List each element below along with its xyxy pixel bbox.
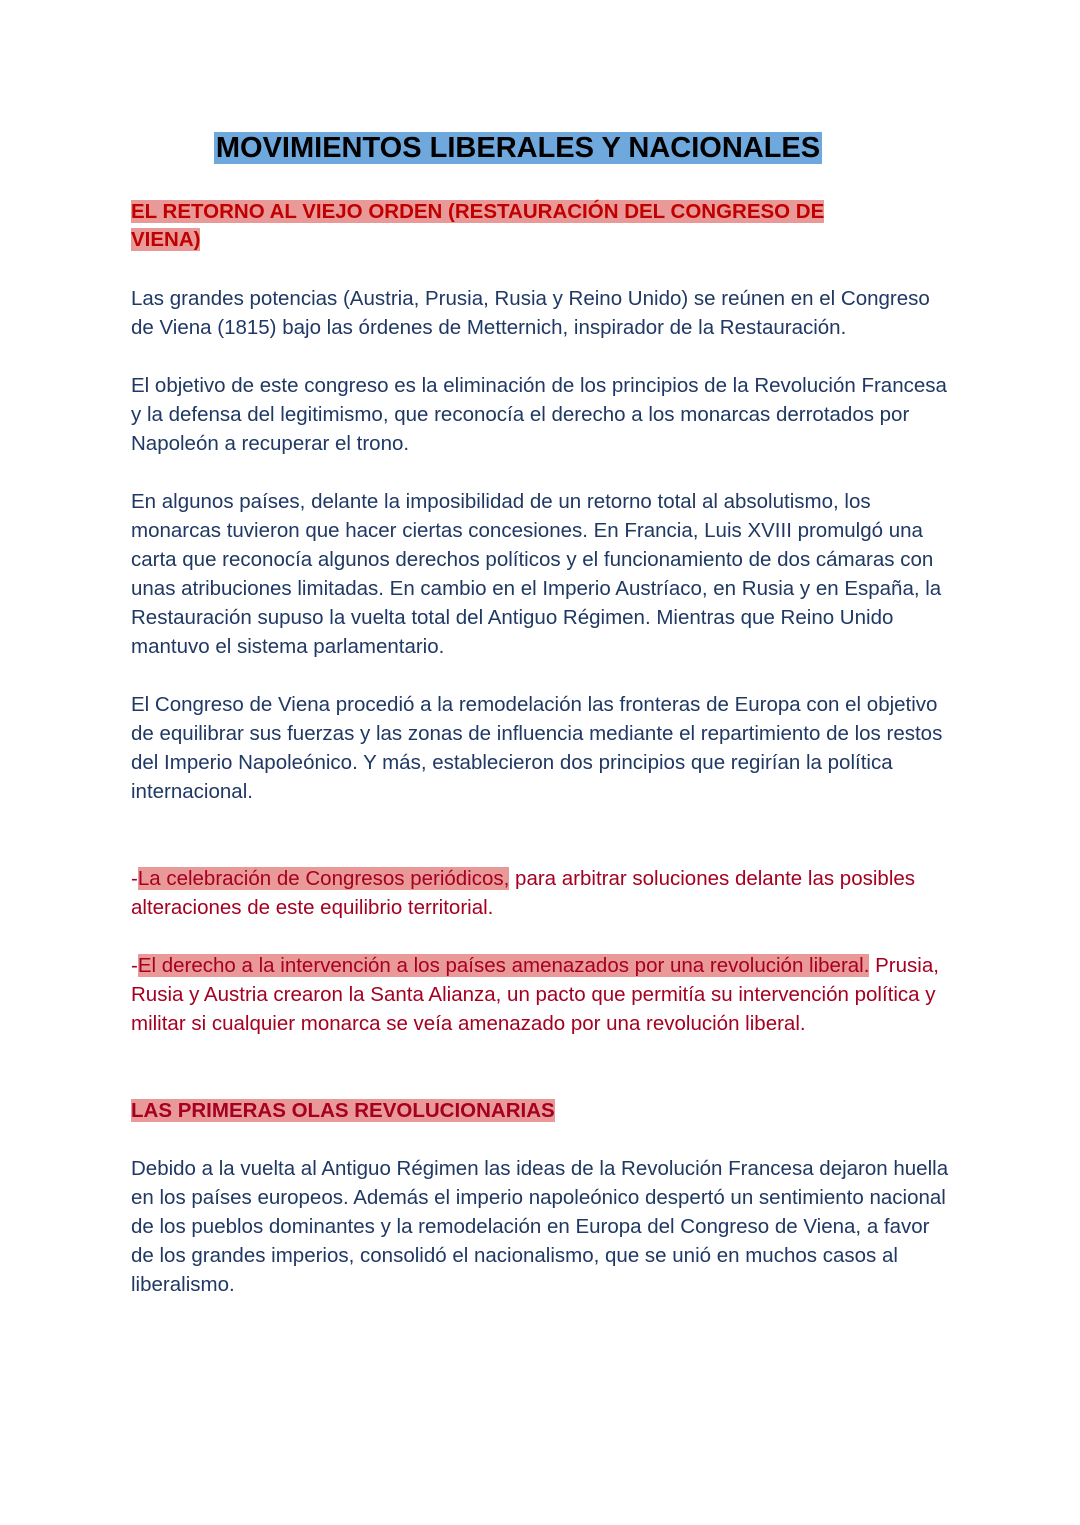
section2-heading — [131, 1096, 951, 1125]
principle-dash: - — [131, 954, 138, 977]
principle-highlight: La celebración de Congresos periódicos, — [137, 867, 510, 890]
paragraph-congreso-viena: Las grandes potencias (Austria, Prusia, Rusia y Reino Unido) se reúnen en el Congreso de Viena (1815) bajo las órdenes de Metternich, inspirador de la Restauración. — [131, 287, 930, 339]
paragraph-primeras-olas: Debido a la vuelta al Antiguo Régimen las ideas de la Revolución Francesa dejaron huella en los países europeos. Además el imperio napoleónico despertó un sentimiento nacional de los pueblos dominantes y la remodelación en Europa del Congreso de Viena, a favor de los grandes imperios, consolidó el nacionalismo, que se unió en muchos casos al liberalismo. — [131, 1157, 949, 1296]
document-page — [131, 128, 951, 1299]
principle-congresos — [131, 864, 951, 922]
principle-highlight: El derecho a la intervención a los países amenazados por una revolución liberal. — [137, 954, 870, 977]
paragraph-remodelacion: El Congreso de Viena procedió a la remodelación las fronteras de Europa con el objetivo de equilibrar sus fuerzas y las zonas de influencia mediante el repartimiento de los restos del Imperio Napoleónico. Y más, establecieron dos principios que regirían la política internacional. — [131, 693, 943, 803]
principle-intervencion — [131, 951, 951, 1038]
principle-dash: - — [131, 867, 138, 890]
section1-heading — [131, 198, 951, 254]
section2-heading-text: LAS PRIMERAS OLAS REVOLUCIONARIAS — [131, 1099, 555, 1122]
section1-heading-line1: EL RETORNO AL VIEJO ORDEN (RESTAURACIÓN DEL CONGRESO DE — [131, 200, 825, 223]
paragraph-objetivo: El objetivo de este congreso es la eliminación de los principios de la Revolución Francesa y la defensa del legitimismo, que reconocía el derecho a los monarcas derrotados por Napoleón a recuperar el trono. — [131, 374, 947, 455]
principle-text: Prusia, Rusia y Austria crearon la Santa Alianza, un pacto que permitía su intervención política y militar si cualquier monarca se veía amenazado por una revolución liberal. — [131, 954, 939, 1035]
document-title: MOVIMIENTOS LIBERALES Y NACIONALES — [215, 132, 821, 164]
section1-heading-line2: VIENA) — [131, 228, 201, 251]
paragraph-concesiones: En algunos países, delante la imposibilidad de un retorno total al absolutismo, los monarcas tuvieron que hacer ciertas concesiones. En Francia, Luis XVIII promulgó una carta que reconocía algunos derechos políticos y el funcionamiento de dos cámaras con unas atribuciones limitadas. En cambio en el Imperio Austríaco, en Rusia y en España, la Restauración supuso la vuelta total del Antiguo Régimen. Mientras que Reino Unido mantuvo el sistema parlamentario. — [131, 490, 942, 658]
principle-text: para arbitrar soluciones delante las posibles alteraciones de este equilibrio territorial. — [131, 867, 916, 919]
title-container — [108, 128, 928, 168]
